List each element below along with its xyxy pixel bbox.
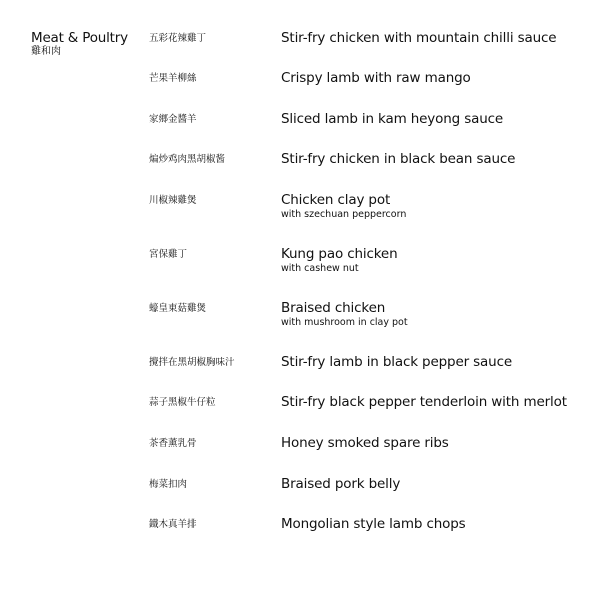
dish-name-chinese: 蒜子黑椒牛仔粒 [149,397,216,408]
dish-name-chinese: 家鄉金醬羊 [149,114,197,125]
dish-name-chinese: 煸炒鸡肉黑胡椒酱 [149,154,226,165]
dish-name-english: Sliced lamb in kam heyong sauce [281,111,504,127]
dish-name-english: Braised pork belly [281,476,401,492]
dish-name-english: Honey smoked spare ribs [281,435,449,451]
dish-name-chinese: 鐵木真羊排 [149,519,197,530]
dish-name-english: Stir-fry black pepper tenderloin with merlot [281,394,567,410]
dish-name-chinese: 梅菜扣肉 [149,479,188,490]
dish-name-english: Stir-fry chicken in black bean sauce [281,151,516,167]
dish-name-english: Braised chicken [281,300,386,316]
dish-name-english: Crispy lamb with raw mango [281,70,471,86]
dish-name-chinese: 川椒辣雞煲 [149,195,197,206]
dish-name-chinese: 蠔皇東菇雞煲 [149,303,207,314]
dish-name-chinese: 宮保雞丁 [149,249,188,260]
section-title: Meat & Poultry [31,30,128,46]
section-subtitle: 雞和肉 [31,46,61,57]
dish-name-english: Stir-fry lamb in black pepper sauce [281,354,513,370]
dish-name-chinese: 芒果羊柳絲 [149,73,197,84]
dish-description: with szechuan peppercorn [281,209,407,220]
dish-name-english: Kung pao chicken [281,246,398,262]
dish-name-english: Chicken clay pot [281,192,391,208]
dish-name-english: Mongolian style lamb chops [281,516,466,532]
dish-name-english: Stir-fry chicken with mountain chilli sauce [281,30,557,46]
dish-name-chinese: 五彩花辣雞丁 [149,33,207,44]
dish-description: with mushroom in clay pot [281,317,408,328]
dish-name-chinese: 攪拌在黑胡椒胸味汁 [149,357,235,368]
dish-name-chinese: 茶香薰乳骨 [149,438,197,449]
dish-description: with cashew nut [281,263,359,274]
section-header [31,30,141,58]
